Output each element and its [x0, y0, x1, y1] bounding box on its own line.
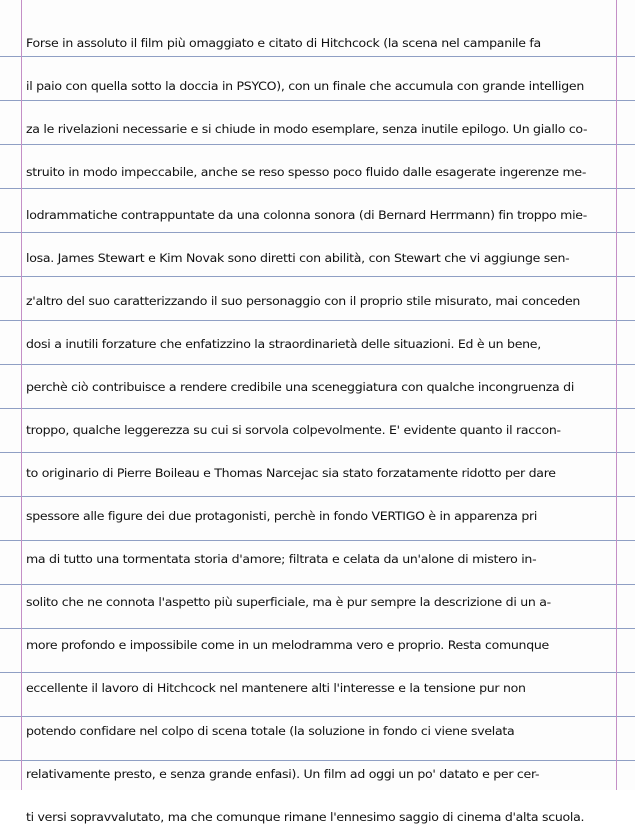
- text-line: to originario di Pierre Boileau e Thomas Narcejac sia stato forzatamente ridotto per dare: [26, 467, 556, 480]
- text-line: za le rivelazioni necessarie e si chiude in modo esemplare, senza inutile epilogo. Un giallo co-: [26, 123, 588, 136]
- text-line: more profondo e impossibile come in un melodramma vero e proprio. Resta comunque: [26, 639, 549, 652]
- text-line: troppo, qualche leggerezza su cui si sorvola colpevolmente. E' evidente quanto il raccon-: [26, 424, 561, 437]
- text-line: ma di tutto una tormentata storia d'amore; filtrata e celata da un'alone di mistero in-: [26, 553, 537, 566]
- text-line: losa. James Stewart e Kim Novak sono diretti con abilità, con Stewart che vi aggiunge sen-: [26, 252, 570, 265]
- text-line: il paio con quella sotto la doccia in PSYCO), con un finale che accumula con grande intelligen: [26, 80, 584, 93]
- text-line: lodrammatiche contrappuntate da una colonna sonora (di Bernard Herrmann) fin troppo mie-: [26, 209, 587, 222]
- text-line: ti versi sopravvalutato, ma che comunque rimane l'ennesimo saggio di cinema d'alta scuola.: [26, 811, 585, 824]
- text-line: potendo confidare nel colpo di scena totale (la soluzione in fondo ci viene svelata: [26, 725, 515, 738]
- text-line: spessore alle figure dei due protagonisti, perchè in fondo VERTIGO è in apparenza pri: [26, 510, 538, 523]
- text-line: z'altro del suo caratterizzando il suo personaggio con il proprio stile misurato, mai conceden: [26, 295, 581, 308]
- text-line: dosi a inutili forzature che enfatizzino la straordinarietà delle situazioni. Ed è un bene,: [26, 338, 541, 351]
- text-line: relativamente presto, e senza grande enfasi). Un film ad oggi un po' datato e per cer-: [26, 768, 540, 781]
- text-line: solito che ne connota l'aspetto più superficiale, ma è pur sempre la descrizione di un a-: [26, 596, 551, 609]
- text-line: struito in modo impeccabile, anche se reso spesso poco fluido dalle esagerate ingerenze me-: [26, 166, 587, 179]
- text-line: eccellente il lavoro di Hitchcock nel mantenere alti l'interesse e la tensione pur non: [26, 682, 526, 695]
- text-line: Forse in assoluto il film più omaggiato e citato di Hitchcock (la scena nel campanile fa: [26, 37, 541, 50]
- text-line: perchè ciò contribuisce a rendere credibile una sceneggiatura con qualche incongruenza di: [26, 381, 575, 394]
